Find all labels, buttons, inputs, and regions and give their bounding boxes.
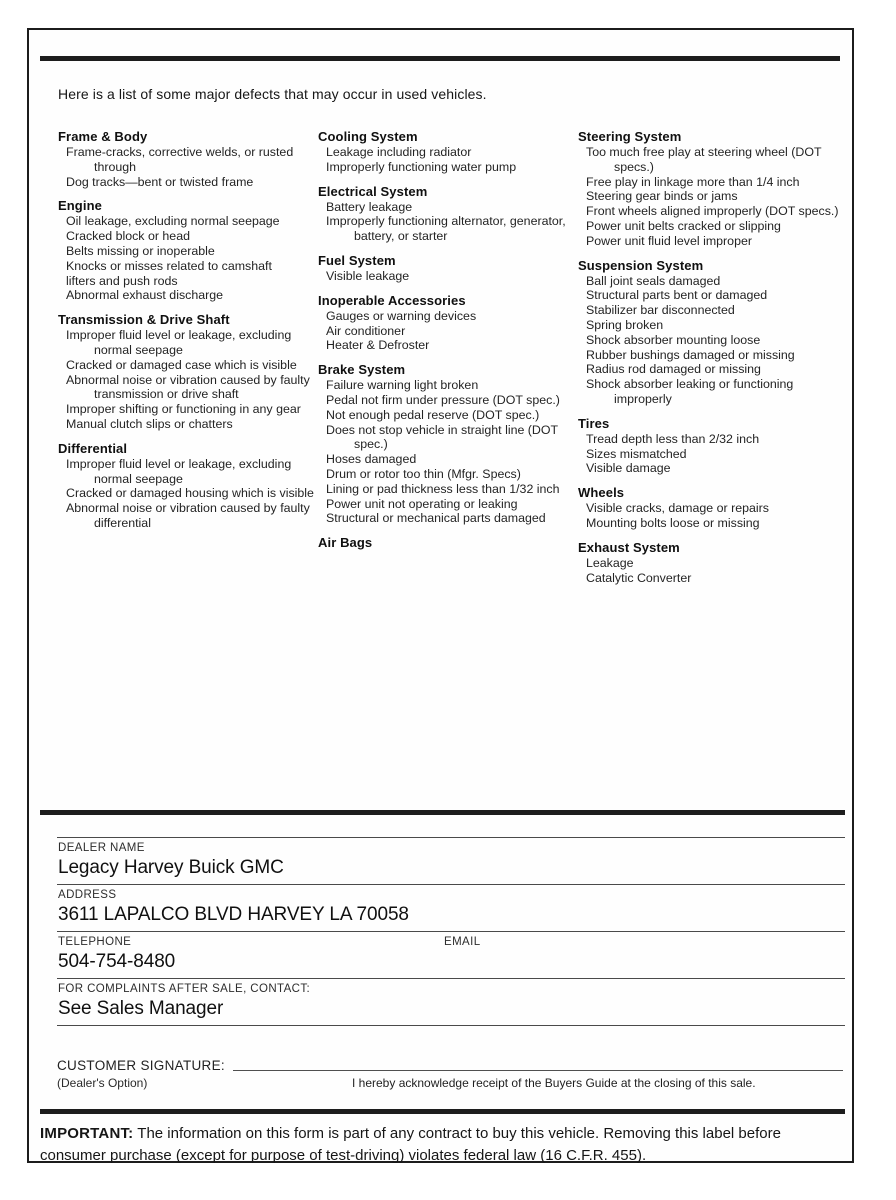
defect-item: Abnormal noise or vibration caused by faulty transmission or drive shaft [66, 372, 310, 402]
top-divider-rule [40, 56, 840, 61]
defect-item: Structural or mechanical parts damaged [326, 511, 546, 526]
defect-item: Improperly functioning water pump [326, 159, 517, 174]
defect-category-heading: Air Bags [318, 535, 373, 551]
defect-item: Rubber bushings damaged or missing [586, 347, 795, 362]
defect-item: Heater & Defroster [326, 338, 430, 353]
dealer-fields [57, 837, 845, 1026]
defect-item: Improper shifting or functioning in any gear [66, 402, 301, 417]
defect-column [58, 129, 318, 594]
defect-item: Air conditioner [326, 323, 406, 338]
dealer-field-row [57, 884, 845, 931]
important-body-text: The information on this form is part of any contract to buy this vehicle. Removing this label before consumer purchase (except for purpose of test-driving) violates federal law (16 C.F.R. 455). [40, 1125, 781, 1164]
defect-item: Cracked block or head [66, 229, 190, 244]
defect-item: Not enough pedal reserve (DOT spec.) [326, 407, 540, 422]
defect-item: lifters and push rods [66, 273, 178, 288]
dealer-field-row [57, 978, 845, 1025]
defect-item: Cracked or damaged housing which is visible [66, 486, 314, 501]
defect-section [58, 129, 318, 189]
defect-item: Stabilizer bar disconnected [586, 303, 735, 318]
defect-section [58, 312, 318, 432]
dealer-field-row [57, 931, 845, 978]
defect-category-heading: Fuel System [318, 252, 396, 268]
defect-category-heading: Engine [58, 198, 102, 214]
defect-item: Oil leakage, excluding normal seepage [66, 214, 280, 229]
defect-category-heading: Wheels [578, 485, 625, 501]
defect-category-heading: Suspension System [578, 257, 704, 273]
defect-item: Improperly functioning alternator, generator, battery, or starter [326, 214, 566, 244]
defect-item: Shock absorber mounting loose [586, 332, 761, 347]
defect-column [578, 129, 850, 594]
defect-section [578, 129, 850, 249]
defect-item: Radius rod damaged or missing [586, 362, 761, 377]
defect-category-heading: Cooling System [318, 129, 418, 144]
field-label: TELEPHONE [58, 936, 132, 948]
defect-item: Sizes mismatched [586, 446, 687, 461]
defect-item: Power unit fluid level improper [586, 233, 752, 248]
defect-item: Pedal not firm under pressure (DOT spec.) [326, 392, 560, 407]
defect-category-heading: Transmission & Drive Shaft [58, 312, 230, 328]
defect-category-heading: Steering System [578, 129, 682, 144]
customer-signature-line[interactable] [233, 1056, 843, 1071]
defect-section [318, 184, 578, 244]
defect-category-heading: Brake System [318, 362, 406, 378]
defect-section [58, 441, 318, 531]
field-label: FOR COMPLAINTS AFTER SALE, CONTACT: [58, 983, 311, 995]
defect-item: Too much free play at steering wheel (DOT specs.) [586, 145, 822, 174]
defect-item: Leakage [586, 555, 634, 570]
defects-columns [58, 129, 850, 594]
defect-category-heading: Inoperable Accessories [318, 292, 466, 308]
dealer-field-row [57, 837, 845, 884]
defect-item: Visible damage [586, 461, 671, 476]
acknowledgment-text: I hereby acknowledge receipt of the Buyers Guide at the closing of this sale. [352, 1076, 756, 1090]
defect-item: Manual clutch slips or chatters [66, 416, 233, 431]
defect-item: Knocks or misses related to camshaft [66, 258, 272, 273]
dealer-section-divider-rule [40, 810, 845, 815]
signature-area [57, 1056, 845, 1092]
defect-item: Lining or pad thickness less than 1/32 inch [326, 481, 560, 496]
defect-section [318, 253, 578, 284]
defect-section [318, 362, 578, 526]
defect-section [318, 535, 578, 550]
defect-item: Free play in linkage more than 1/4 inch [586, 174, 800, 189]
defect-item: Abnormal noise or vibration caused by faulty differential [66, 501, 310, 530]
defect-item: Steering gear binds or jams [586, 189, 738, 204]
field-value[interactable]: 3611 LAPALCO BLVD HARVEY LA 70058 [58, 904, 409, 925]
field-value[interactable]: 504-754-8480 [58, 951, 176, 972]
defect-item: Mounting bolts loose or missing [586, 515, 760, 530]
field-label: DEALER NAME [58, 842, 145, 854]
important-label: IMPORTANT: [40, 1125, 134, 1142]
important-notice [40, 1123, 840, 1166]
defect-section [318, 293, 578, 353]
field-value[interactable]: Legacy Harvey Buick GMC [58, 857, 284, 878]
defect-item: Leakage including radiator [326, 145, 472, 159]
defect-item: Visible cracks, damage or repairs [586, 501, 769, 516]
field-label: ADDRESS [58, 889, 117, 901]
defect-item: Catalytic Converter [586, 570, 692, 585]
defect-item: Dog tracks—bent or twisted frame [66, 174, 254, 189]
defect-item: Battery leakage [326, 199, 413, 214]
defect-item: Ball joint seals damaged [586, 273, 721, 288]
defect-item: Improper fluid level or leakage, excluding normal seepage [66, 456, 292, 486]
field-value[interactable]: See Sales Manager [58, 998, 224, 1019]
email-field-label: EMAIL [444, 936, 481, 948]
important-divider-rule [40, 1109, 845, 1114]
defect-item: Visible leakage [326, 268, 410, 283]
defect-item: Front wheels aligned improperly (DOT specs.) [586, 204, 839, 219]
dealer-info-block [40, 810, 845, 1166]
defect-item: Gauges or warning devices [326, 308, 477, 323]
defect-category-heading: Tires [578, 415, 610, 431]
customer-signature-label: CUSTOMER SIGNATURE: [57, 1058, 225, 1073]
defect-category-heading: Electrical System [318, 183, 428, 199]
defect-item: Does not stop vehicle in straight line (DOT spec.) [326, 422, 558, 452]
defect-item: Frame-cracks, corrective welds, or rusted through [66, 145, 294, 174]
defect-item: Belts missing or inoperable [66, 243, 215, 258]
defect-item: Hoses damaged [326, 452, 417, 467]
buyers-guide-page [27, 28, 854, 1163]
defect-item: Cracked or damaged case which is visible [66, 357, 297, 372]
defect-section [58, 198, 318, 303]
defect-item: Power unit not operating or leaking [326, 496, 518, 511]
defect-item: Failure warning light broken [326, 378, 479, 393]
defect-item: Structural parts bent or damaged [586, 288, 768, 303]
defect-column [318, 129, 578, 594]
defect-item: Improper fluid level or leakage, excluding normal seepage [66, 328, 292, 357]
defect-item: Tread depth less than 2/32 inch [586, 431, 760, 446]
defect-section [318, 129, 578, 175]
defect-item: Spring broken [586, 317, 664, 332]
defect-category-heading: Exhaust System [578, 539, 680, 555]
dealers-option-note: (Dealer's Option) [57, 1076, 148, 1090]
defect-item: Abnormal exhaust discharge [66, 288, 224, 303]
defect-item: Drum or rotor too thin (Mfgr. Specs) [326, 466, 521, 481]
defect-section [578, 416, 850, 476]
defect-section [578, 485, 850, 531]
defect-item: Power unit belts cracked or slipping [586, 218, 781, 233]
defect-category-heading: Differential [58, 440, 128, 456]
defect-section [578, 540, 850, 586]
intro-text: Here is a list of some major defects that may occur in used vehicles. [58, 86, 487, 102]
defect-item: Shock absorber leaking or functioning improperly [586, 377, 794, 406]
defect-category-heading: Frame & Body [58, 129, 148, 144]
defect-section [578, 258, 850, 407]
